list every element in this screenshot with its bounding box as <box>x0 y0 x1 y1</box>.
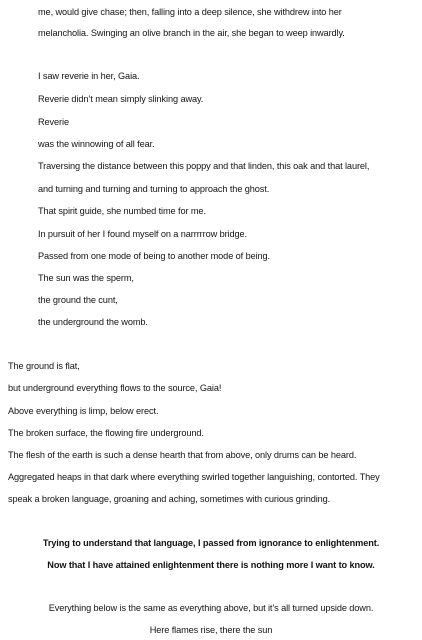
text-line: melancholia. Swinging an olive branch in the air, she began to weep inwardly. <box>38 28 345 38</box>
verse-line: That spirit guide, she numbed time for me. <box>38 206 206 216</box>
verse-line: but underground everything flows to the source, Gaia! <box>8 383 222 393</box>
verse-line: The sun was the sperm, <box>38 273 134 283</box>
verse-line: The flesh of the earth is such a dense hearth that from above, only drums can be heard. <box>8 450 357 460</box>
verse-line: Passed from one mode of being to another mode of being. <box>38 251 270 261</box>
verse-line: The broken surface, the flowing fire underground. <box>8 428 204 438</box>
verse-line: was the winnowing of all fear. <box>38 139 155 149</box>
verse-line: and turning and turning and turning to approach the ghost. <box>38 184 270 194</box>
verse-line: The ground is flat, <box>8 361 80 371</box>
centered-line: Here flames rise, there the sun <box>149 625 273 635</box>
verse-line: the ground the cunt, <box>38 295 118 305</box>
verse-line: I saw reverie in her, Gaia. <box>38 71 140 81</box>
verse-line: Above everything is limp, below erect. <box>8 406 159 416</box>
verse-line: the underground the womb. <box>38 317 148 327</box>
verse-line: speak a broken language, groaning and aching, sometimes with curious grinding. <box>8 494 331 504</box>
verse-line: Reverie didn’t mean simply slinking away. <box>38 94 204 104</box>
emphasis-line: Now that I have attained enlightenment there is nothing more I want to know. <box>47 560 375 570</box>
verse-line: In pursuit of her I found myself on a narrrrrow bridge. <box>38 229 247 239</box>
text-line: me, would give chase; then, falling into a deep silence, she withdrew into her <box>38 7 342 17</box>
emphasis-line: Trying to understand that language, I passed from ignorance to enlightenment. <box>42 538 380 548</box>
verse-line: Aggregated heaps in that dark where everything swirled together languishing, contorted. They <box>8 472 380 482</box>
verse-line: Traversing the distance between this poppy and that linden, this oak and that laurel, <box>38 161 370 171</box>
centered-line: Everything below is the same as everything above, but it’s all turned upside down. <box>48 603 374 613</box>
verse-line: Reverie <box>38 117 69 127</box>
